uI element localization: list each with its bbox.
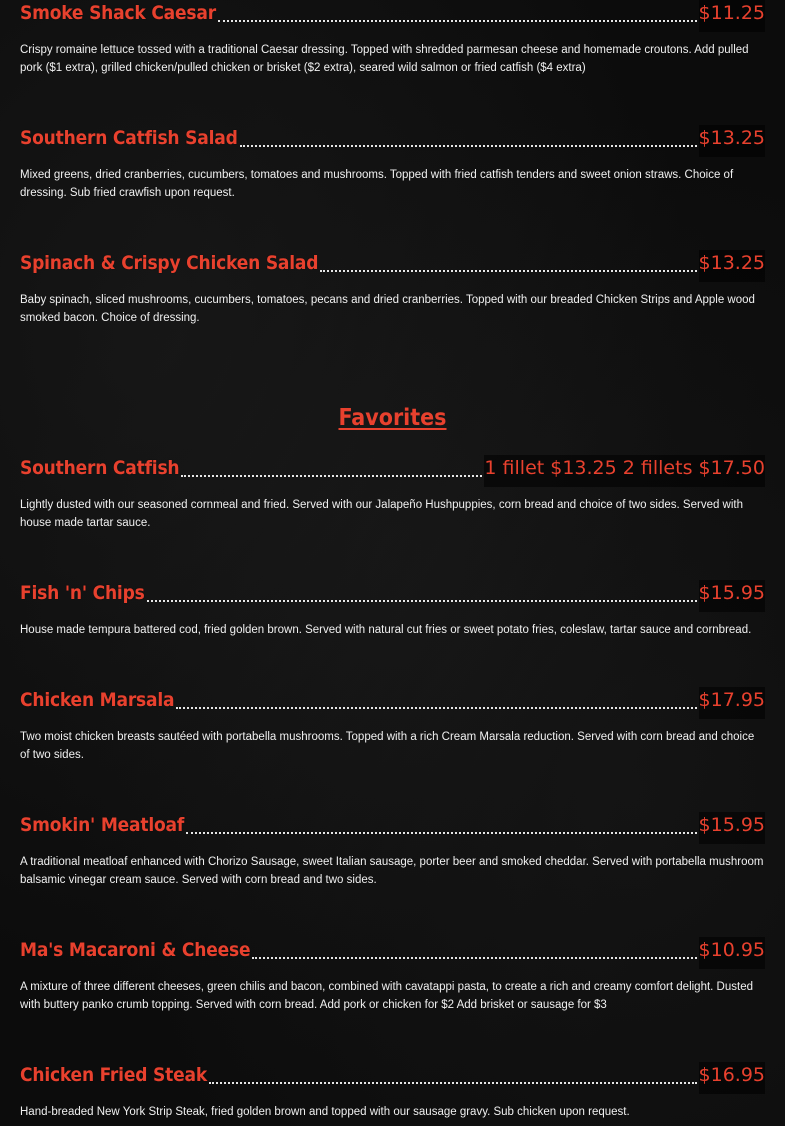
menu-item-name: Southern Catfish <box>20 457 180 479</box>
dot-leader <box>181 474 482 477</box>
menu-item-spinach-crispy-chicken-salad <box>20 246 765 327</box>
menu-item-header <box>20 246 765 276</box>
menu-item-smoke-shack-caesar <box>20 0 765 77</box>
menu-item-price: $16.95 <box>699 1062 765 1094</box>
dot-leader <box>209 1081 697 1084</box>
menu-item-header <box>20 933 765 963</box>
dot-leader <box>147 599 697 602</box>
menu-item-price: $13.25 <box>699 250 765 282</box>
menu-item-price: $13.25 <box>699 125 765 157</box>
menu-item-header <box>20 683 765 713</box>
menu-item-name: Smoke Shack Caesar <box>20 2 216 24</box>
menu-item-price: $11.25 <box>699 0 765 32</box>
dot-leader <box>240 144 697 147</box>
dot-leader <box>320 269 696 272</box>
menu-item-description: House made tempura battered cod, fried golden brown. Served with natural cut fries or sweet potato fries, coleslaw, tartar sauce and cornbread. <box>20 624 752 636</box>
menu-item-fish-n-chips <box>20 576 765 639</box>
dot-leader <box>218 19 697 22</box>
menu-item-name: Southern Catfish Salad <box>20 127 238 149</box>
menu-item-chicken-marsala <box>20 683 765 764</box>
menu-item-description: Crispy romaine lettuce tossed with a traditional Caesar dressing. Topped with shredded parmesan cheese and homemade croutons. Add pulled pork ($1 extra), grilled chicken/pulled chicken or brisket ($2 extra), seared wild salmon or fried catfish ($4 extra) <box>20 44 749 74</box>
menu-item-description: Mixed greens, dried cranberries, cucumbers, tomatoes and mushrooms. Topped with fried catfish tenders and sweet onion straws. Choice of dressing. Sub fried crawfish upon request. <box>20 169 734 199</box>
menu-item-header <box>20 121 765 151</box>
menu-item-price: $15.95 <box>699 812 765 844</box>
menu-item-price: $17.95 <box>699 687 765 719</box>
menu-item-description: Hand-breaded New York Strip Steak, fried golden brown and topped with our sausage gravy. Sub chicken upon request. <box>20 1106 630 1118</box>
menu-item-header <box>20 808 765 838</box>
menu-item-description: Two moist chicken breasts sautéed with portabella mushrooms. Topped with a rich Cream Marsala reduction. Served with corn bread and choice of two sides. <box>20 731 755 761</box>
menu-item-description: Lightly dusted with our seasoned cornmeal and fried. Served with our Jalapeño Hushpuppies, corn bread and choice of two sides. Served with house made tartar sauce. <box>20 499 744 529</box>
menu-item-name: Ma's Macaroni & Cheese <box>20 939 251 961</box>
menu-item-southern-catfish-salad <box>20 121 765 202</box>
menu-item-price: 1 fillet $13.25 2 fillets $17.50 <box>484 455 765 487</box>
menu-item-name: Fish 'n' Chips <box>20 582 145 604</box>
menu-item-header <box>20 451 765 481</box>
menu-item-price: $15.95 <box>699 580 765 612</box>
menu-item-description: A traditional meatloaf enhanced with Chorizo Sausage, sweet Italian sausage, porter beer and smoked cheddar. Served with portabella mushroom balsamic vinegar cream sauce. Served with corn bread and two sides. <box>20 856 764 886</box>
section-title-favorites: Favorites <box>338 405 447 431</box>
menu-item-header <box>20 0 765 26</box>
menu-item-header <box>20 1058 765 1088</box>
menu-item-mas-macaroni-cheese <box>20 933 765 1014</box>
menu-item-name: Spinach & Crispy Chicken Salad <box>20 252 319 274</box>
menu-item-name: Chicken Marsala <box>20 689 175 711</box>
menu-item-chicken-fried-steak <box>20 1058 765 1121</box>
dot-leader <box>176 706 696 709</box>
dot-leader <box>252 956 696 959</box>
menu-item-price: $10.95 <box>699 937 765 969</box>
menu-item-name: Smokin' Meatloaf <box>20 814 185 836</box>
dot-leader <box>186 831 696 834</box>
menu-item-header <box>20 576 765 606</box>
menu-item-name: Chicken Fried Steak <box>20 1064 207 1086</box>
menu-item-southern-catfish <box>20 451 765 532</box>
menu-item-description: A mixture of three different cheeses, green chilis and bacon, combined with cavatappi pasta, to create a rich and creamy comfort delight. Dusted with buttery panko crumb topping. Served with corn bread. Add pork or chicken for $2 Add brisket or sausage for $3 <box>20 981 753 1011</box>
menu-item-description: Baby spinach, sliced mushrooms, cucumbers, tomatoes, pecans and dried cranberries. Topped with our breaded Chicken Strips and Apple wood smoked bacon. Choice of dressing. <box>20 294 755 324</box>
menu-item-smokin-meatloaf <box>20 808 765 889</box>
